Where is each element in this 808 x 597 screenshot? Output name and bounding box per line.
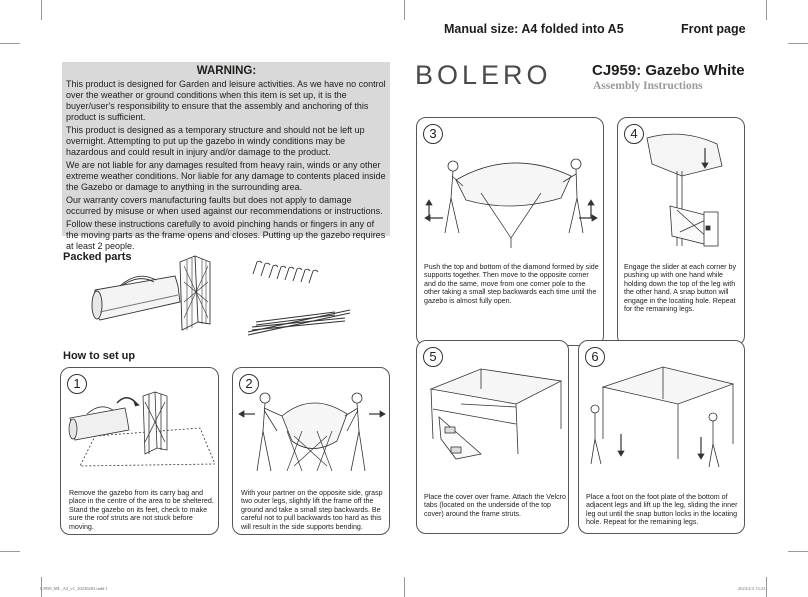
step-number: 4 — [624, 124, 644, 144]
how-to-set-up-heading: How to set up — [63, 350, 136, 362]
warning-title: WARNING: — [196, 65, 257, 77]
warning-paragraph: This product is designed as a temporary structure and should not be left up overnight. Attempting to put up the gazebo in windy conditions may be hazardous and could result in injury and/or damage to the product. — [66, 125, 365, 157]
step-2-panel — [232, 367, 390, 535]
warning-paragraph: This product is designed for Garden and leisure activities. As we have no control over the weather or ground conditions when this item is set up, it is the buyer/user's responsibility to ensure that the assembly and anchoring of this product is sufficient. — [66, 79, 386, 122]
packed-parts-illustration — [60, 252, 400, 342]
crop-mark — [41, 0, 42, 20]
step-1-panel — [60, 367, 219, 535]
crop-mark — [0, 551, 20, 552]
front-page-label: Front page — [681, 22, 746, 36]
step-5-panel — [416, 340, 569, 534]
step-4-panel — [617, 117, 745, 346]
packed-parts-heading: Packed parts — [63, 251, 132, 263]
step-caption: Push the top and bottom of the diamond formed by side supports together. Then move to the opposite corner and do the same, move from one corner pole to the other taking a small step backwards each time until the gazebo is almost fully open. — [424, 263, 599, 305]
warning-box — [62, 62, 390, 251]
step-number: 2 — [239, 374, 259, 394]
footer-timestamp: 2023/2/3 13:23 — [738, 586, 766, 591]
crop-mark — [404, 577, 405, 597]
step-2-illustration — [237, 376, 387, 481]
step-caption: Engage the slider at each corner by pushing up with one hand while holding down the top of the leg with the other hand. A snap button will engage in the locating hole. Repeat for the remaining legs. — [624, 263, 736, 314]
step-caption: Place the cover over frame. Attach the Velcro tabs (located on the underside of the top cover) around the frame struts. — [424, 493, 566, 518]
step-5-illustration — [421, 359, 567, 469]
step-6-panel — [578, 340, 745, 534]
step-number: 3 — [423, 124, 443, 144]
step-4-illustration — [622, 126, 744, 256]
crop-mark — [788, 43, 808, 44]
crop-mark — [0, 43, 20, 44]
crop-mark — [766, 577, 767, 597]
step-caption: With your partner on the opposite side, grasp two outer legs, slightly lift the frame off the ground and take a small step backwards. Be careful not to pull backwards too hard as this will result in the side supports bending. — [241, 489, 383, 531]
footer-file-info: CJ959_ML_A5_v1_20230203.indd 1 — [40, 586, 108, 591]
crop-mark — [766, 0, 767, 20]
warning-paragraph: Follow these instructions carefully to avoid pinching hands or fingers in any of the moving parts as the frame opens and closes. Putting up the gazebo requires at least 2 people. — [66, 219, 386, 251]
step-6-illustration — [583, 359, 743, 474]
crop-mark — [404, 0, 405, 20]
step-number: 1 — [67, 374, 87, 394]
step-caption: Place a foot on the foot plate of the bottom of adjacent legs and lift up the leg, sliding the inner leg out until the snap button locks in the locating hole. Repeat for the remaining legs. — [586, 493, 738, 527]
product-title: CJ959: Gazebo White — [592, 62, 745, 79]
step-caption: Remove the gazebo from its carry bag and place in the centre of the area to be sheltered. Stand the gazebo on its feet, check to make sure the roof struts are not stuck before moving. — [69, 489, 214, 531]
crop-mark — [788, 551, 808, 552]
warning-paragraph: Our warranty covers manufacturing faults but does not apply to damage occurred by misuse or when used against our recommendations or instructions. — [66, 195, 383, 216]
bolero-logo: BOLERO — [415, 60, 552, 90]
step-1-illustration — [65, 378, 215, 473]
manual-size-label: Manual size: A4 folded into A5 — [444, 22, 624, 36]
step-number: 6 — [585, 347, 605, 367]
step-3-panel — [416, 117, 604, 346]
step-3-illustration — [421, 138, 601, 253]
assembly-instructions-subtitle: Assembly Instructions — [593, 80, 703, 92]
warning-paragraph: We are not liable for any damages resulted from heavy rain, winds or any other extreme weather conditions. Nor liable for any damage to contents placed inside the Gazebo or damage to anything in the surrounding area. — [66, 160, 386, 192]
step-number: 5 — [423, 347, 443, 367]
